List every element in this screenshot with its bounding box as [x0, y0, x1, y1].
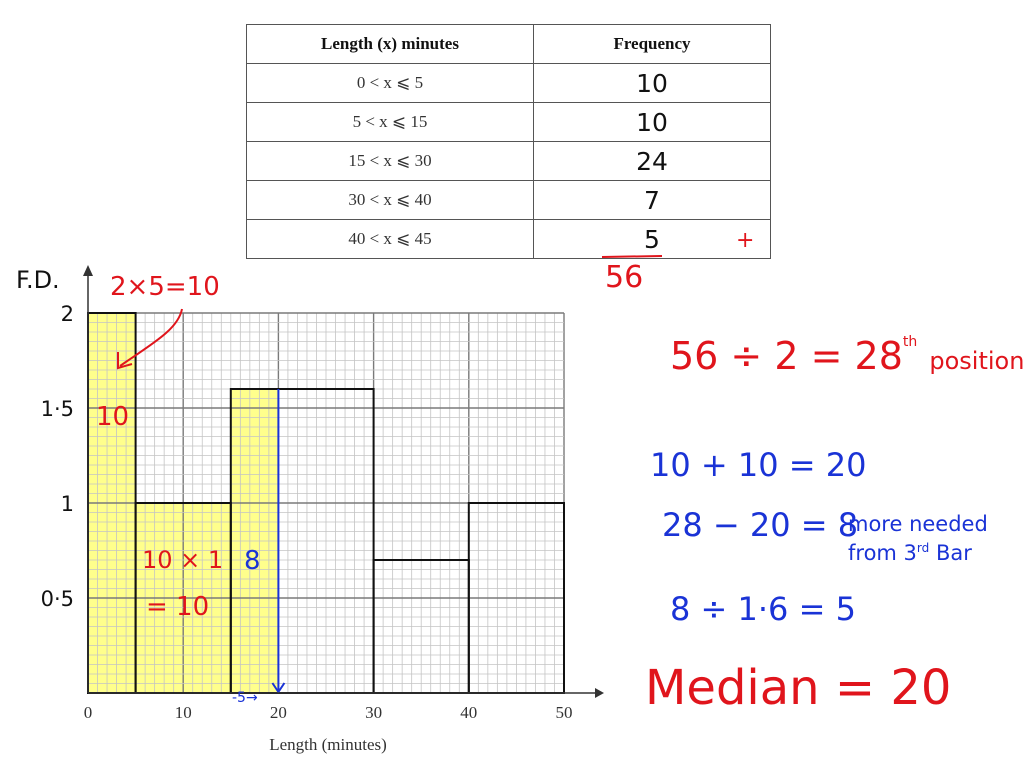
bar1-area-note: 2×5=10 — [110, 272, 220, 302]
x-tick-label: 50 — [555, 703, 573, 722]
frequency-cell: 10 — [534, 64, 771, 103]
x-tick-label: 30 — [365, 703, 383, 722]
x-axis-label: Length (minutes) — [269, 735, 387, 754]
sum-step: 10 + 10 = 20 — [650, 446, 867, 484]
bar3-width-note: -5→ — [232, 690, 258, 706]
header-frequency: Frequency — [534, 25, 771, 64]
more-needed-sup: rd — [916, 541, 930, 555]
y-tick-label: 1·5 — [40, 397, 74, 421]
difference-step: 28 − 20 = 8 — [662, 506, 859, 544]
frequency-cell: 24 — [534, 142, 771, 181]
x-tick-label: 0 — [83, 703, 93, 722]
median-position-text: 56 ÷ 2 = 28 — [670, 334, 903, 378]
header-length: Length (x) minutes — [247, 25, 534, 64]
division-step: 8 ÷ 1·6 = 5 — [670, 590, 856, 628]
interval-cell: 5 < x ⩽ 15 — [247, 103, 534, 142]
x-tick-label: 20 — [269, 703, 287, 722]
frequency-cell: 10 — [534, 103, 771, 142]
frequency-total: 56 — [605, 260, 644, 295]
interval-cell: 30 < x ⩽ 40 — [247, 181, 534, 220]
more-needed-line2-wrap — [848, 536, 988, 565]
y-tick-label: 2 — [60, 302, 74, 326]
more-needed-line2: from 3 — [848, 541, 917, 565]
x-tick-label: 10 — [174, 703, 192, 722]
bar2-calc-note: 10 × 1 — [142, 546, 224, 574]
position-word: position — [929, 347, 1024, 375]
x-axis-arrow — [595, 688, 604, 698]
interval-cell: 0 < x ⩽ 5 — [247, 64, 534, 103]
interval-cell: 15 < x ⩽ 30 — [247, 142, 534, 181]
plus-sign: + — [736, 228, 755, 253]
x-tick-label: 40 — [460, 703, 478, 722]
more-needed-end: Bar — [935, 541, 972, 565]
y-tick-label: 0·5 — [40, 587, 74, 611]
y-axis-arrow — [83, 265, 93, 276]
position-suffix: th — [902, 334, 918, 350]
bar2-result-note: = 10 — [146, 592, 210, 622]
interval-cell: 40 < x ⩽ 45 — [247, 220, 534, 259]
y-axis-label: F.D. — [16, 266, 60, 294]
more-needed-line1: more needed — [848, 512, 988, 536]
bar3-frequency-note: 8 — [244, 546, 261, 576]
median-position-calc — [670, 334, 1024, 378]
frequency-cell: 7 — [534, 181, 771, 220]
frequency-cell: 5 — [534, 220, 771, 259]
more-needed-note — [848, 512, 988, 565]
bar1-frequency-note: 10 — [96, 402, 130, 432]
y-tick-label: 1 — [60, 492, 74, 516]
median-result: Median = 20 — [645, 660, 952, 716]
